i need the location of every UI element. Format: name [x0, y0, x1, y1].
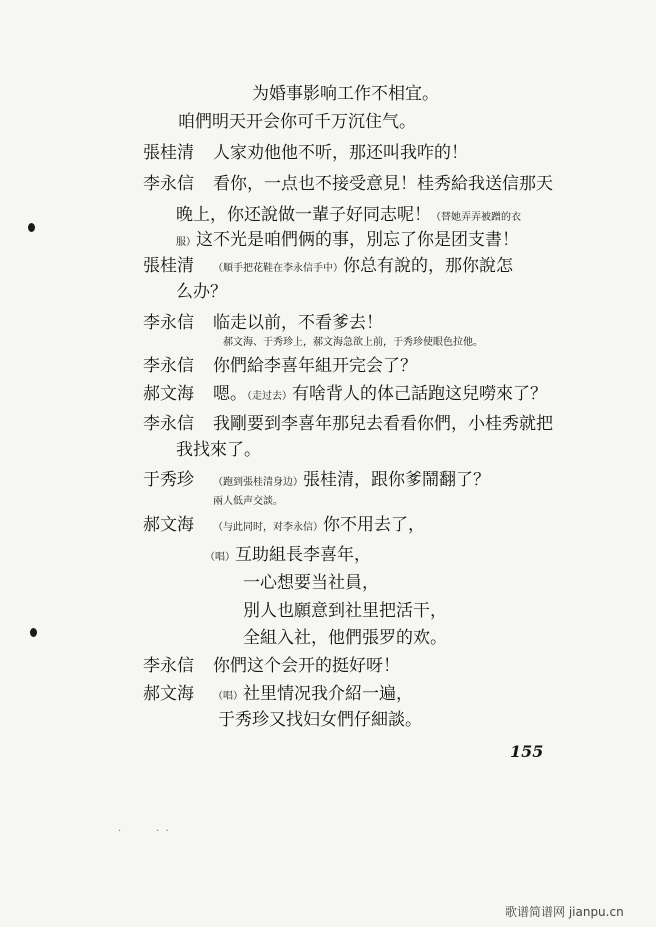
- dialogue-text: 你总有說的，那你說怎: [343, 256, 513, 276]
- dialogue-text: 張桂清，跟你爹鬧翻了？: [303, 470, 490, 490]
- stage-direction: （跑到張桂清身边）: [213, 477, 303, 488]
- speaker-name: 李永信: [143, 356, 194, 376]
- stage-direction: 服）: [176, 237, 196, 248]
- speaker-name: 張桂清: [143, 256, 194, 276]
- dialogue-line: 我剛要到李喜年那兒去看看你們，小桂秀就把: [213, 414, 553, 434]
- speaker-name: 張桂清: [143, 143, 194, 163]
- stage-direction: （与此同时，对李永信）: [213, 522, 323, 533]
- dialogue-line: 看你，一点也不接受意見！桂秀給我送信那天: [213, 174, 553, 194]
- dialogue-line: 人家劝他他不听，那还叫我咋的！: [213, 143, 468, 163]
- dialogue-line-with-direction: [213, 258, 513, 275]
- verse-line: 为婚事影响工作不相宜。: [252, 84, 439, 104]
- stage-direction: （唱）: [213, 691, 243, 702]
- dialogue-line: 咱們明天开会你可千万沉住气。: [178, 112, 416, 132]
- dialogue-line-with-direction: [176, 207, 521, 224]
- song-line: [205, 547, 371, 564]
- song-line: 全組入社，他們張罗的欢。: [243, 628, 447, 648]
- stage-direction: （唱）: [205, 552, 235, 563]
- dialogue-line-with-direction: [176, 232, 519, 249]
- dialogue-text: 晚上，你还說做一輩子好同志呢！: [176, 205, 431, 225]
- stage-direction: 郝文海、于秀珍上，郝文海急欲上前，于秀珍使眼色拉他。: [223, 337, 483, 348]
- dialogue-line: 你們这个会开的挺好呀！: [213, 656, 400, 676]
- dialogue-line: 么办？: [176, 282, 227, 302]
- song-text: 互助組長李喜年，: [235, 545, 371, 565]
- song-line: 一心想要当社員，: [243, 573, 379, 593]
- speaker-name: 李永信: [143, 174, 194, 194]
- song-line: 別人也願意到社里把活干，: [243, 601, 447, 621]
- speaker-name: 于秀珍: [143, 470, 194, 490]
- page-number: 155: [510, 742, 544, 761]
- dialogue-line: 临走以前，不看爹去！: [213, 313, 383, 333]
- dialogue-text: 你不用去了，: [323, 515, 425, 535]
- speaker-name: 郝文海: [143, 515, 194, 535]
- stage-direction: （走过去）: [247, 391, 292, 402]
- dialogue-text: 嗯。: [213, 384, 247, 404]
- speaker-name: 郝文海: [143, 384, 194, 404]
- song-line: [213, 686, 413, 703]
- speaker-name: 郝文海: [143, 684, 194, 704]
- stage-direction: （替她弄弄被蹭的衣: [431, 212, 521, 223]
- speaker-name: 李永信: [143, 414, 194, 434]
- speaker-name: 李永信: [143, 656, 194, 676]
- dialogue-line-with-direction: [213, 472, 490, 489]
- dialogue-text: 这不光是咱們俩的事，別忘了你是团支書！: [196, 230, 519, 250]
- dialogue-line: 我找來了。: [176, 440, 261, 460]
- dialogue-line-with-direction: [213, 517, 425, 534]
- dialogue-line: 你們給李喜年組开完会了？: [213, 356, 417, 376]
- song-line: 于秀珍又找妇女們仔細談。: [218, 710, 422, 730]
- scan-speckles: · · ·: [118, 826, 169, 837]
- dialogue-text: 有啥背人的体己話跑这兒嘮來了？: [292, 384, 547, 404]
- stage-direction: 兩人低声交談。: [213, 496, 283, 507]
- watermark: 歌谱简谱网 jianpu.cn: [505, 905, 624, 919]
- song-text: 社里情况我介紹一遍，: [243, 684, 413, 704]
- stage-direction: （順手把花鞋在李永信手中）: [213, 263, 343, 274]
- speaker-name: 李永信: [143, 313, 194, 333]
- binding-hole-mark: [30, 628, 37, 637]
- dialogue-line-with-direction: [213, 386, 547, 403]
- binding-hole-mark: [28, 223, 35, 232]
